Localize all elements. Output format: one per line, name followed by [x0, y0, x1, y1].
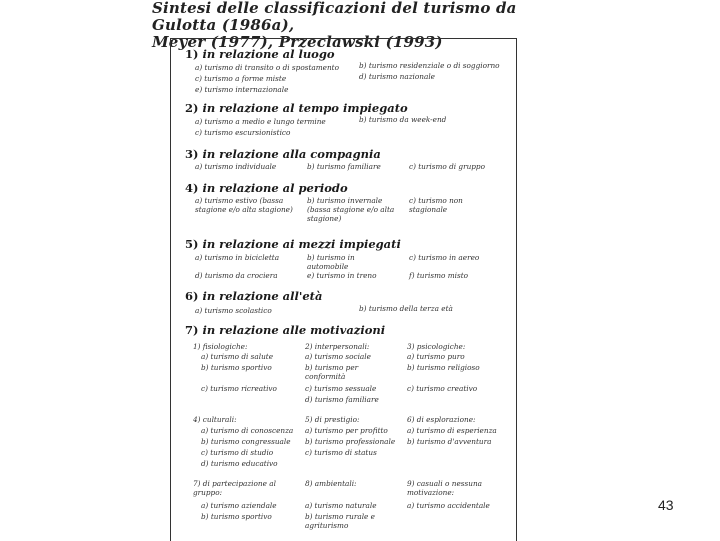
list-item: a) turismo scolastico [195, 306, 272, 315]
page-number: 43 [658, 497, 674, 513]
list-item: c) turismo sessuale [305, 384, 377, 393]
list-item: d) turismo familiare [305, 395, 379, 404]
section-heading: 7) in relazione alle motivazioni [185, 323, 386, 337]
list-item: a) turismo puro [407, 352, 465, 361]
section-heading: 5) in relazione ai mezzi impiegati [185, 237, 401, 251]
list-item: a) turismo sociale [305, 352, 371, 361]
motivation-category: 2) interpersonali: [305, 342, 370, 351]
list-item: f) turismo misto [409, 271, 469, 280]
list-item: c) turismo escursionistico [195, 128, 291, 137]
list-item: b) turismo congressuale [201, 437, 291, 446]
list-item: a) turismo accidentale [407, 501, 490, 510]
list-item: b) turismo da week-end [359, 115, 447, 124]
list-item: a) turismo in bicicletta [195, 253, 280, 262]
list-item: b) turismo sportivo [201, 512, 272, 521]
list-item: a) turismo di conoscenza [201, 426, 294, 435]
list-item: d) turismo educativo [201, 459, 278, 468]
list-item: b) turismo in automobile [307, 253, 355, 271]
list-item: b) turismo della terza età [359, 304, 453, 313]
list-item: a) turismo di esperienza [407, 426, 497, 435]
list-item: e) turismo internazionale [195, 85, 289, 94]
list-item: a) turismo di salute [201, 352, 274, 361]
list-item: a) turismo a medio e lungo termine [195, 117, 326, 126]
section-heading: 3) in relazione alla compagnia [185, 147, 381, 161]
list-item: a) turismo per profitto [305, 426, 388, 435]
motivation-category: 6) di esplorazione: [407, 415, 476, 424]
list-item: a) turismo estivo (bassa stagione e/o alta stagione) [195, 196, 293, 214]
list-item: b) turismo per conformità [305, 363, 359, 381]
list-item: b) turismo professionale [305, 437, 396, 446]
list-item: e) turismo in treno [307, 271, 377, 280]
list-item: a) turismo aziendale [201, 501, 277, 510]
list-item: b) turismo rurale e agriturismo [305, 512, 375, 530]
motivation-category: 3) psicologiche: [407, 342, 466, 351]
section-heading: 2) in relazione al tempo impiegato [185, 101, 408, 115]
section-heading: 6) in relazione all'età [185, 289, 323, 303]
motivation-category: 7) di partecipazione al gruppo: [193, 479, 276, 497]
list-item: b) turismo familiare [307, 162, 381, 171]
section-heading: 4) in relazione al periodo [185, 181, 348, 195]
section-heading: 1) in relazione al luogo [185, 47, 335, 61]
classification-table [170, 38, 517, 541]
motivation-category: 5) di prestigio: [305, 415, 360, 424]
list-item: c) turismo di studio [201, 448, 274, 457]
list-item: a) turismo di transito o di spostamento [195, 63, 339, 72]
motivation-category: 4) culturali: [193, 415, 237, 424]
list-item: c) turismo in aereo [409, 253, 480, 262]
title-line-2: Meyer (1977), Przeclawski (1993) [152, 33, 443, 51]
list-item: d) turismo da crociera [195, 271, 278, 280]
motivation-category: 9) casuali o nessuna motivazione: [407, 479, 482, 497]
list-item: a) turismo naturale [305, 501, 377, 510]
list-item: c) turismo di gruppo [409, 162, 486, 171]
list-item: c) turismo di status [305, 448, 377, 457]
list-item: a) turismo individuale [195, 162, 277, 171]
motivation-category: 8) ambientali: [305, 479, 357, 488]
list-item: c) turismo non stagionale [409, 196, 463, 214]
list-item: c) turismo ricreativo [201, 384, 277, 393]
list-item: b) turismo invernale (bassa stagione e/o alta stagione) [307, 196, 395, 223]
list-item: b) turismo residenziale o di soggiorno [359, 61, 500, 70]
list-item: b) turismo sportivo [201, 363, 272, 372]
list-item: d) turismo nazionale [359, 72, 435, 81]
motivation-category: 1) fisiologiche: [193, 342, 248, 351]
list-item: b) turismo religioso [407, 363, 480, 372]
list-item: b) turismo d'avventura [407, 437, 492, 446]
title-line-1: Sintesi delle classificazioni del turismo da Gulotta (1986a), [152, 0, 517, 34]
list-item: c) turismo creativo [407, 384, 478, 393]
list-item: c) turismo a forme miste [195, 74, 287, 83]
